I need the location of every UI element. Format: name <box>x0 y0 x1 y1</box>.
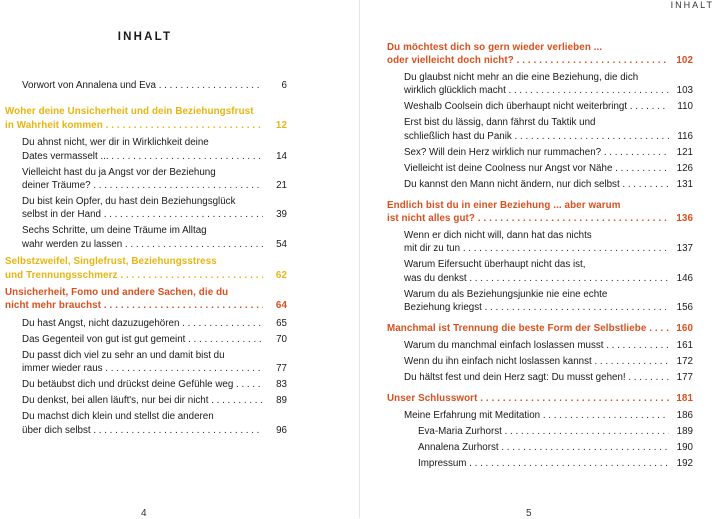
toc-entry-line: Du passt dich viel zu sehr an und damit bist du <box>22 349 225 361</box>
toc-entry-line: Unser Schlusswort . . . <box>387 392 669 405</box>
toc-entry <box>5 224 287 251</box>
toc-entry-line: mit dir zu tun . . . <box>404 242 669 255</box>
toc-entry-line: Du betäubst dich und drückst deine Gefühle weg . . . <box>22 378 263 391</box>
toc-entry-title <box>404 288 669 315</box>
toc-entry-line: schließlich hast du Panik . . . <box>404 130 669 143</box>
page-number-right: 5 <box>526 508 532 519</box>
toc-entry-line: Du hältst fest und dein Herz sagt: Du musst gehen! . . . <box>404 371 669 384</box>
toc-section-entry <box>5 286 287 313</box>
toc-entry-line: Wenn er dich nicht will, dann hat das nichts <box>404 229 592 241</box>
toc-entry-title <box>404 162 669 175</box>
toc-entry <box>5 317 287 330</box>
toc-page-number: 70 <box>276 333 287 345</box>
toc-entry-title <box>387 322 669 335</box>
toc-page-number: 146 <box>676 272 693 284</box>
toc-entry-title <box>22 79 263 92</box>
toc-entry-line: deiner Träume? . . . <box>22 179 263 192</box>
toc-entry-title <box>22 378 263 391</box>
toc-section-entry <box>5 255 287 282</box>
toc-entry <box>387 229 693 256</box>
toc-entry-line: Endlich bist du in einer Beziehung ... aber warum <box>387 200 621 212</box>
left-page <box>0 0 360 518</box>
toc-entry <box>387 441 693 454</box>
toc-section-entry <box>387 199 693 226</box>
toc-entry-line: Du glaubst nicht mehr an die eine Beziehung, die dich <box>404 71 639 83</box>
toc-entry-line: wirklich glücklich macht . . . <box>404 84 669 97</box>
toc-entry-title <box>404 71 669 98</box>
toc-entry <box>5 195 287 222</box>
toc-entry-line: Du bist kein Opfer, du hast dein Beziehungsglück <box>22 196 236 208</box>
toc-entry-title <box>404 339 669 352</box>
toc-entry <box>5 349 287 376</box>
toc-entry-title <box>22 394 263 407</box>
page-title: INHALT <box>117 31 173 43</box>
toc-entry-line: Das Gegenteil von gut ist gut gemeint . . . <box>22 333 263 346</box>
toc-page-number: 137 <box>676 243 693 255</box>
toc-page-number: 126 <box>676 162 693 174</box>
toc-section-entry <box>387 41 693 68</box>
toc-entry-line: Impressum . . . <box>418 457 669 470</box>
toc-page-number: 21 <box>276 180 287 192</box>
right-page <box>360 0 720 518</box>
toc-entry-title <box>22 410 263 437</box>
toc-entry-line: Vielleicht ist deine Coolness nur Angst vor Nähe . . . <box>404 162 669 175</box>
toc-entry <box>387 146 693 159</box>
toc-page-number: 96 <box>276 424 287 436</box>
table-of-contents-left <box>5 79 287 440</box>
toc-entry <box>387 355 693 368</box>
toc-page-number: 62 <box>275 269 287 281</box>
toc-page-number: 64 <box>275 300 287 312</box>
toc-entry <box>387 288 693 315</box>
toc-entry-line: Vorwort von Annalena und Eva . . . <box>22 79 263 92</box>
toc-entry-line: Vielleicht hast du ja Angst vor der Beziehung <box>22 166 216 178</box>
toc-entry-line: über dich selbst . . . <box>22 424 263 437</box>
toc-entry-line: und Trennungsschmerz . . . <box>5 269 263 282</box>
toc-entry-title <box>404 116 669 143</box>
toc-entry-line: Dates vermasselt ... . . . <box>22 150 263 163</box>
table-of-contents-right <box>387 41 693 473</box>
toc-page-number: 110 <box>677 101 693 113</box>
toc-page-number: 192 <box>676 457 693 469</box>
toc-entry-line: Weshalb Coolsein dich überhaupt nicht weiterbringt . . . <box>404 100 669 113</box>
toc-page-number: 89 <box>276 395 287 407</box>
toc-entry-line: Du denkst, bei allen läuft's, nur bei dir nicht . . . <box>22 394 263 407</box>
toc-entry-line: immer wieder raus . . . <box>22 362 263 375</box>
toc-entry-title <box>404 229 669 256</box>
toc-entry <box>5 378 287 391</box>
toc-entry-title <box>387 41 669 68</box>
toc-page-number: 186 <box>676 409 693 421</box>
toc-entry-line: Meine Erfahrung mit Meditation . . . <box>404 409 669 422</box>
toc-entry-title <box>404 355 669 368</box>
toc-page-number: 161 <box>676 339 693 351</box>
toc-entry <box>387 100 693 113</box>
toc-entry <box>387 178 693 191</box>
toc-entry-line: ist nicht alles gut? . . . <box>387 212 669 225</box>
toc-page-number: 83 <box>276 379 287 391</box>
toc-page-number: 190 <box>676 441 693 453</box>
toc-entry-title <box>404 371 669 384</box>
toc-entry-line: Annalena Zurhorst . . . <box>418 441 669 454</box>
toc-entry-title <box>404 178 669 191</box>
running-head: INHALT <box>670 0 714 10</box>
toc-entry-line: Du ahnst nicht, wer dir in Wirklichkeit deine <box>22 137 209 149</box>
toc-section-entry <box>387 322 693 335</box>
toc-entry-title <box>404 409 669 422</box>
toc-entry <box>387 339 693 352</box>
toc-entry-title <box>418 457 669 470</box>
toc-entry-title <box>22 224 263 251</box>
toc-entry <box>387 425 693 438</box>
toc-page-number: 103 <box>676 85 693 97</box>
toc-entry-line: Unsicherheit, Fomo und andere Sachen, die du <box>5 287 229 299</box>
toc-entry-line: Warum du als Beziehungsjunkie nie eine echte <box>404 288 608 300</box>
toc-page-number: 6 <box>281 80 287 91</box>
toc-entry-title <box>404 146 669 159</box>
toc-entry-line: in Wahrheit kommen . . . <box>5 119 263 132</box>
toc-entry-line: Eva-Maria Zurhorst . . . <box>418 425 669 438</box>
toc-entry <box>387 162 693 175</box>
toc-entry-title <box>22 195 263 222</box>
toc-entry-line: Manchmal ist Trennung die beste Form der Selbstliebe . . . <box>387 322 669 335</box>
toc-entry <box>5 79 287 92</box>
toc-section-entry <box>5 105 287 132</box>
toc-page-number: 12 <box>275 119 287 131</box>
toc-entry-title <box>5 105 263 132</box>
toc-entry-line: Sex? Will dein Herz wirklich nur rummachen? . . . <box>404 146 669 159</box>
toc-entry-line: nicht mehr brauchst . . . <box>5 299 263 312</box>
toc-entry-line: Sechs Schritte, um deine Träume im Alltag <box>22 225 207 237</box>
toc-page-number: 39 <box>276 209 287 221</box>
toc-entry-line: was du denkst . . . <box>404 272 669 285</box>
toc-page-number: 116 <box>677 130 693 142</box>
toc-entry-title <box>22 166 263 193</box>
toc-entry-title <box>5 286 263 313</box>
toc-entry-line: Wenn du ihn einfach nicht loslassen kannst . . . <box>404 355 669 368</box>
toc-entry-title <box>387 392 669 405</box>
toc-entry <box>387 457 693 470</box>
toc-entry <box>5 410 287 437</box>
toc-entry-line: Beziehung kriegst . . . <box>404 301 669 314</box>
toc-entry-title <box>418 425 669 438</box>
toc-entry-line: Du kannst den Mann nicht ändern, nur dich selbst . . . <box>404 178 669 191</box>
toc-page-number: 14 <box>276 150 287 162</box>
toc-entry-title <box>22 317 263 330</box>
toc-entry-line: wahr werden zu lassen . . . <box>22 238 263 251</box>
toc-entry <box>387 258 693 285</box>
toc-entry-line: Du hast Angst, nicht dazuzugehören . . . <box>22 317 263 330</box>
toc-entry-title <box>22 349 263 376</box>
toc-entry-title <box>404 258 669 285</box>
toc-page-number: 121 <box>676 146 693 158</box>
toc-page-number: 177 <box>676 371 693 383</box>
toc-entry <box>5 333 287 346</box>
toc-entry-title <box>22 136 263 163</box>
toc-entry-title <box>404 100 669 113</box>
toc-page-number: 131 <box>676 178 693 190</box>
toc-page-number: 160 <box>676 323 693 335</box>
toc-entry <box>387 116 693 143</box>
toc-page-number: 65 <box>276 317 287 329</box>
toc-page-number: 156 <box>676 302 693 314</box>
toc-entry-title <box>5 255 263 282</box>
toc-entry-line: Woher deine Unsicherheit und dein Beziehungsfrust <box>5 106 254 118</box>
toc-page-number: 54 <box>276 238 287 250</box>
toc-entry-line: Selbstzweifel, Singlefrust, Beziehungsstress <box>5 256 217 268</box>
toc-page-number: 102 <box>676 55 693 67</box>
toc-entry-line: Du machst dich klein und stellst die anderen <box>22 411 214 423</box>
toc-entry <box>387 71 693 98</box>
toc-section-entry <box>387 392 693 405</box>
toc-entry-line: oder vielleicht doch nicht? . . . <box>387 54 669 67</box>
toc-page-number: 172 <box>676 355 693 367</box>
toc-page-number: 77 <box>276 363 287 375</box>
toc-entry-title <box>418 441 669 454</box>
toc-entry-line: Warum du manchmal einfach loslassen musst . . . <box>404 339 669 352</box>
toc-entry <box>387 409 693 422</box>
toc-page-number: 136 <box>676 213 693 225</box>
toc-entry-line: selbst in der Hand . . . <box>22 208 263 221</box>
toc-entry-title <box>22 333 263 346</box>
page-number-left: 4 <box>141 508 147 519</box>
toc-entry-line: Du möchtest dich so gern wieder verlieben ... <box>387 42 603 53</box>
toc-entry-line: Erst bist du lässig, dann fährst du Taktik und <box>404 117 596 129</box>
toc-entry-line: Warum Eifersucht überhaupt nicht das ist, <box>404 259 586 271</box>
toc-entry <box>5 136 287 163</box>
toc-page-number: 181 <box>676 393 693 405</box>
toc-entry <box>387 371 693 384</box>
toc-entry <box>5 166 287 193</box>
toc-page-number: 189 <box>676 425 693 437</box>
toc-entry-title <box>387 199 669 226</box>
toc-entry <box>5 394 287 407</box>
